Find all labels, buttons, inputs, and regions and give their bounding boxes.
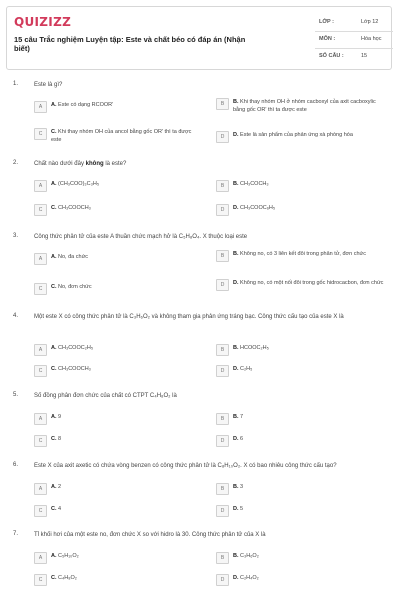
option-text: D. CH₃COOC₆H₅ [233,205,276,211]
option-text: C. CH₃COOCH₃ [51,366,91,372]
option-letter: D [216,435,229,447]
option-letter: D [216,131,229,143]
option-letter: C [34,204,47,216]
option-text: B. Không no, có 3 liên kết đôi trong phân tử, đơn chức [233,251,366,257]
option-letter: A [34,344,47,356]
option-text: C. C₄H₈O₂ [51,575,77,581]
option-letter: A [34,101,47,113]
option-letter: B [216,250,229,262]
option-text: C. CH₃COOCH₃ [51,205,91,211]
option-letter: B [216,413,229,425]
meta-value: Hóa học [361,36,382,42]
option-text: A. CH₃COOC₂H₅ [51,345,94,351]
option-text: A. (CH₃COO)₃C₃H₅ [51,181,100,187]
option-letter: A [34,253,47,265]
option-text: C. No, đơn chức [51,284,92,290]
option-text: D. Không no, có một nối đôi trong gốc hidrocacbon, đơn chức [233,280,384,286]
option-text: B. C₃H₆O₂ [233,553,259,559]
question-number: 3. [13,233,19,239]
option-text: A. C₅H₁₀O₂ [51,553,79,559]
option-letter: C [34,128,47,140]
option-letter: D [216,204,229,216]
question-text: Este là gì? [34,82,63,88]
worksheet-header [6,6,392,70]
option-text: D. C₂H₄O₂ [233,575,259,581]
option-letter: B [216,483,229,495]
meta-label: LỚP : [319,19,334,25]
question-number: 5. [13,392,19,398]
meta-label: SỐ CÂU : [319,53,344,59]
question-text: Este X của axit axetic có chứa vòng benzen có công thức phân tử là C₈H₁₀O₂. X có bao nhiêu công thức cấu tạo? [34,463,337,469]
option-text: A. 9 [51,414,62,420]
question-number: 6. [13,462,19,468]
option-letter: B [216,552,229,564]
question-text: Tỉ khối hơi của một este no, đơn chức X so với hidro là 30. Công thức phân tử của X là [34,532,266,538]
quizizz-logo: QUIZIZZ [14,15,72,29]
option-text: D. Este là sản phẩm của phản ứng xà phòng hóa [233,132,353,138]
option-text: B. Khi thay nhóm OH ở nhóm cacboxyl của axit cacboxylic bằng gốc OR' thì ta được este [233,99,376,113]
option-letter: D [216,279,229,291]
page-title: 15 câu Trắc nghiệm Luyện tập: Este và chất béo có đáp án (Nhận biết) [14,35,246,53]
option-text: C. 8 [51,436,62,442]
option-text: A. No, đa chức [51,254,89,260]
option-letter: A [34,483,47,495]
option-text: D. C₂H₅ [233,366,253,372]
question-number: 1. [13,81,19,87]
option-letter: D [216,574,229,586]
option-letter: C [34,435,47,447]
meta-value: Lớp 12 [361,19,379,25]
option-letter: B [216,344,229,356]
option-letter: A [34,413,47,425]
option-letter: D [216,505,229,517]
option-text: B. HCOOC₂H₅ [233,345,269,351]
option-text: A. Este có dạng RCOOR' [51,102,114,108]
option-letter: C [34,574,47,586]
option-text: C. 4 [51,506,62,512]
option-letter: B [216,180,229,192]
option-text: A. 2 [51,484,62,490]
question-text: Một este X có công thức phân tử là C₃H₆O₂ và không tham gia phản ứng tráng bạc. Công thức cấu tạo của este X là [34,314,344,320]
meta-row-subject [315,32,393,49]
question-number: 7. [13,531,19,537]
meta-row-class [315,15,393,32]
option-letter: D [216,365,229,377]
option-text: B. 3 [233,484,244,490]
option-text: B. 7 [233,414,244,420]
option-text: B. CH₃COCH₃ [233,181,269,187]
question-text: Chất nào dưới đây không là este? [34,161,127,167]
meta-table [315,15,393,65]
option-text: D. 5 [233,506,244,512]
question-text: Số đồng phân đơn chức của chất có CTPT C₄H₈O₂ là [34,393,177,399]
question-number: 2. [13,160,19,166]
option-letter: A [34,552,47,564]
meta-row-count [315,49,393,65]
question-number: 4. [13,313,19,319]
option-letter: C [34,505,47,517]
option-text: D. 6 [233,436,244,442]
question-text: Công thức phân tử của este A thuần chức mạch hở là C₅H₈O₄. X thuộc loại este [34,234,248,240]
meta-label: MÔN : [319,36,336,42]
option-letter: C [34,283,47,295]
option-letter: B [216,98,229,110]
meta-value: 15 [361,53,368,59]
option-text: C. Khi thay nhóm OH của ancol bằng gốc OR' thì ta được este [51,129,192,143]
option-letter: A [34,180,47,192]
option-letter: C [34,365,47,377]
